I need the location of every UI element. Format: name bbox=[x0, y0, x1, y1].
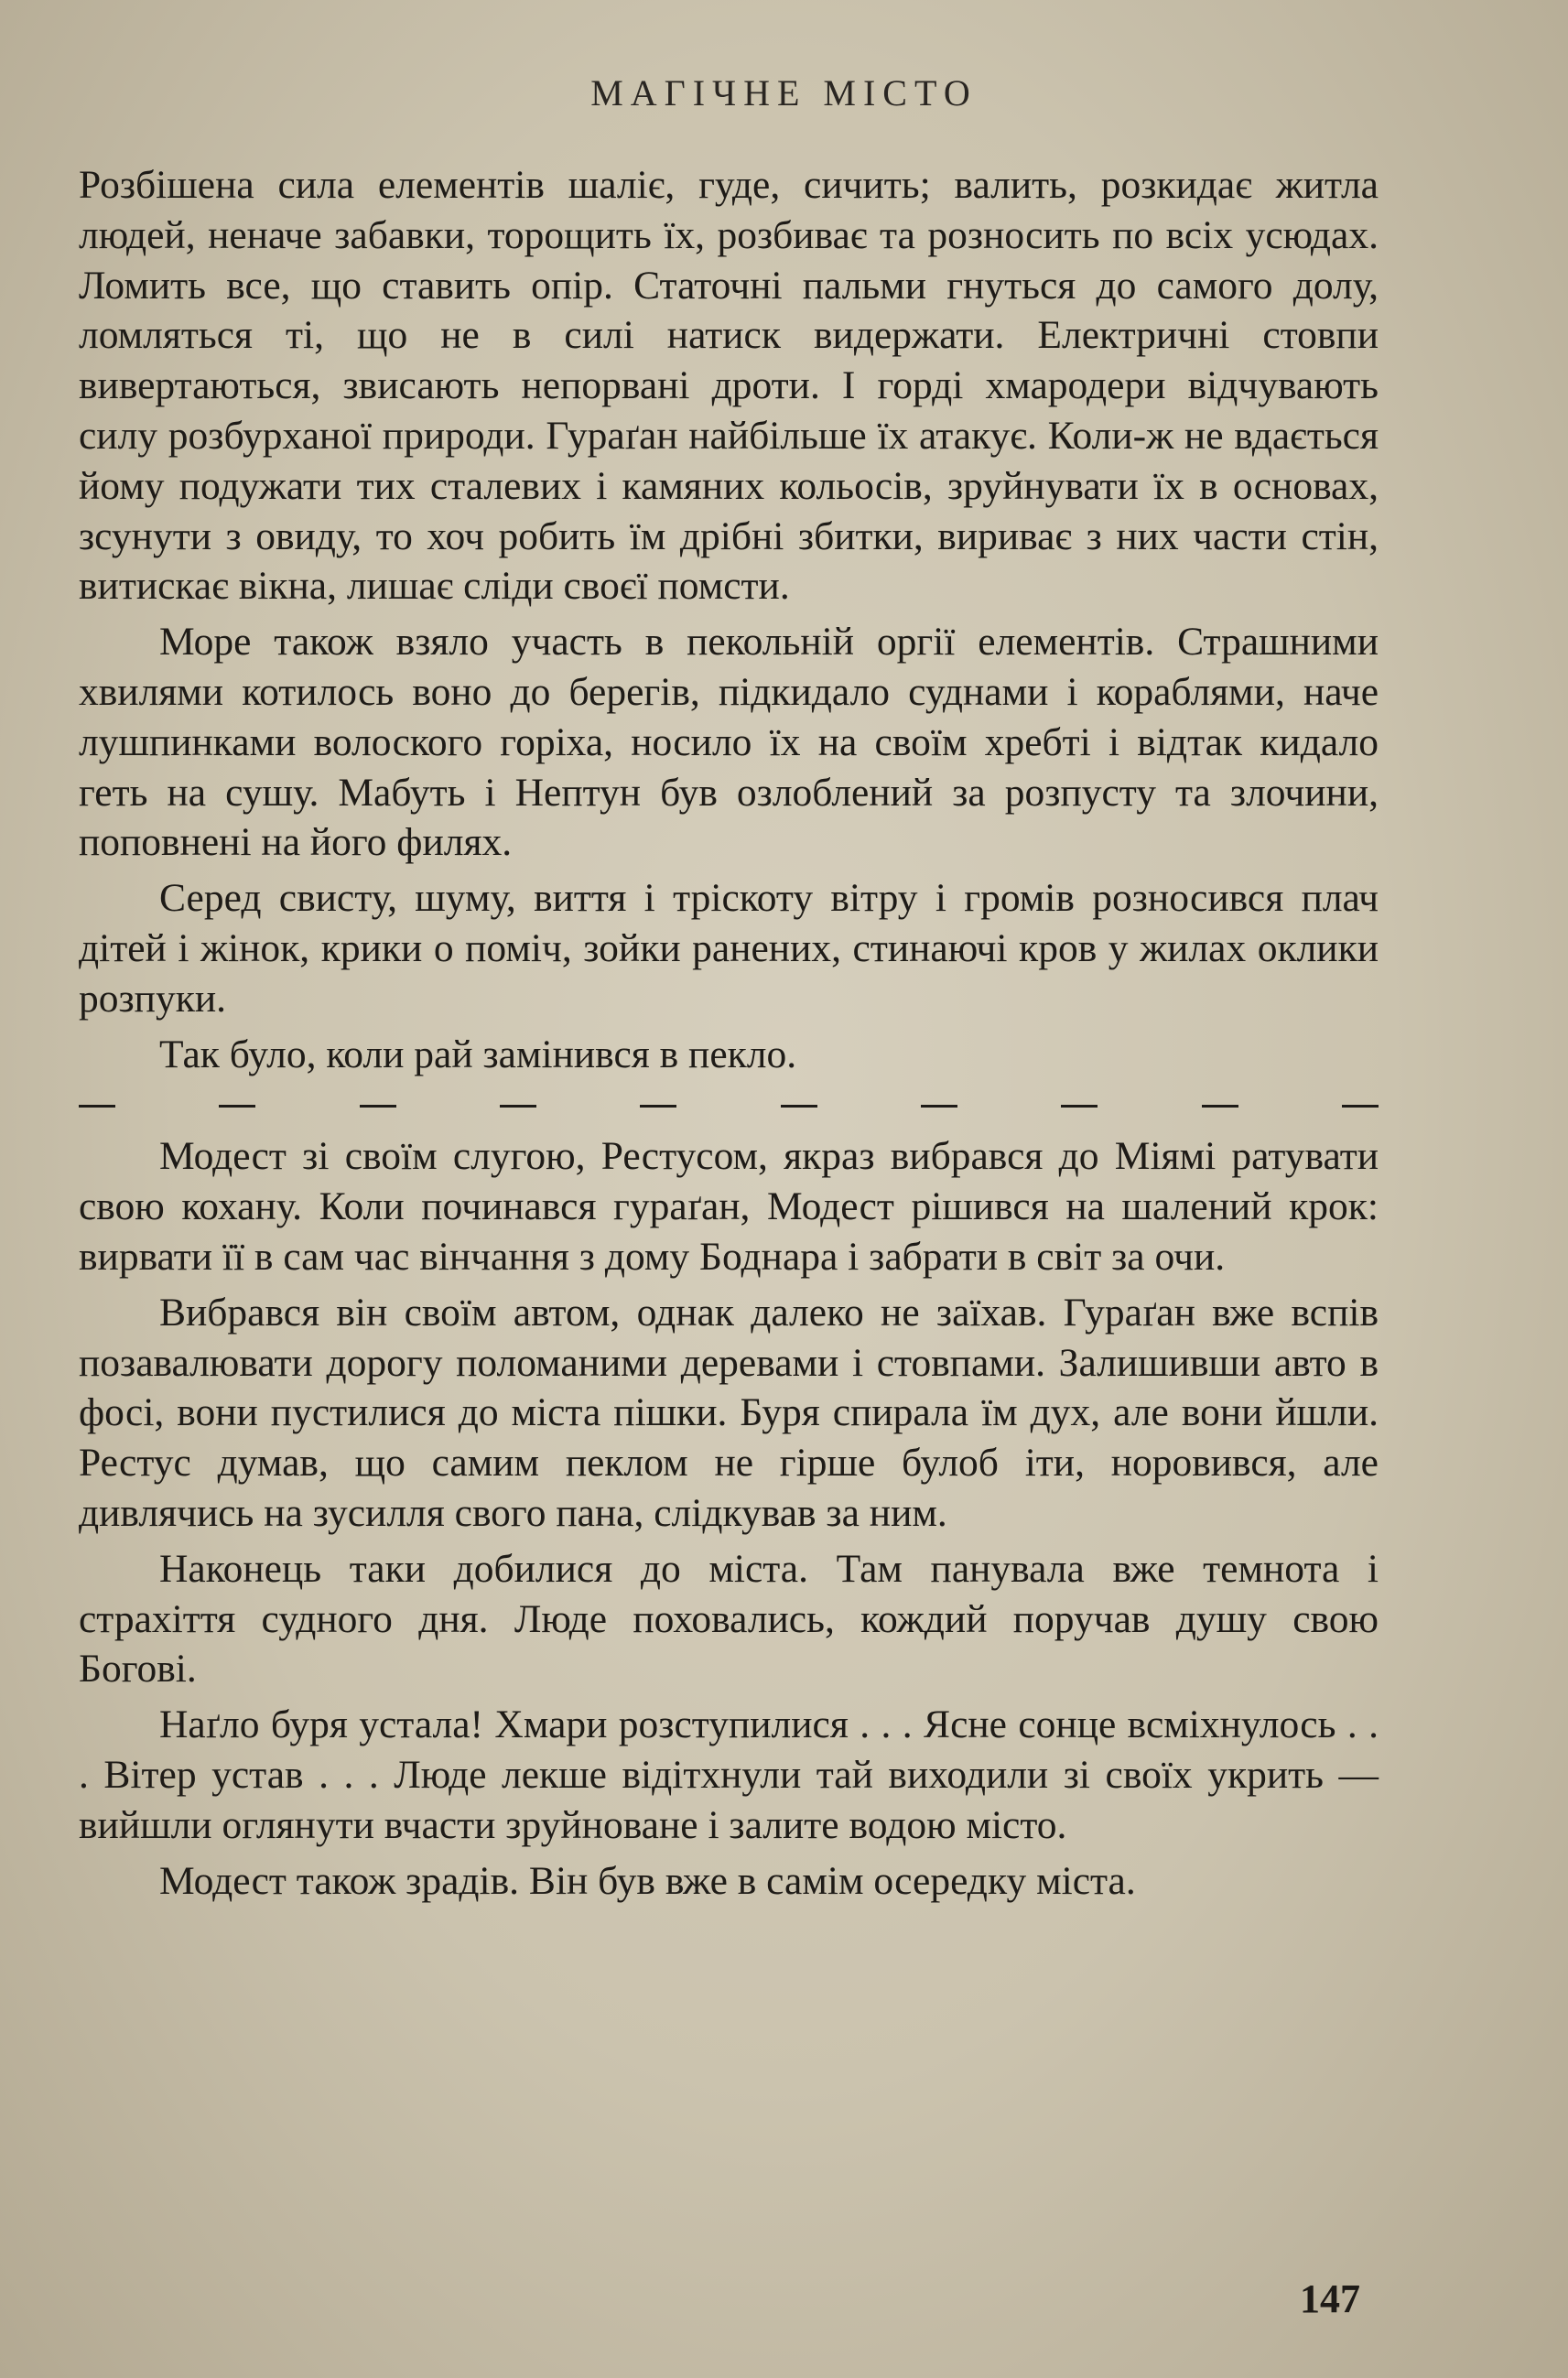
paragraph: Наґло буря устала! Хмари розступилися . . . Ясне сонце всміхнулось . . . Вітер устав . . . Люде лекше відітхнули тай виходили зі своїх укрить — вийшли оглянути вчасти зруйноване і залите водою місто. bbox=[79, 1702, 1379, 1847]
section-divider bbox=[79, 1086, 1379, 1108]
paragraph: Вибрався він своїм автом, однак далеко не заїхав. Гураґан вже вспів позавалювати дорогу поломаними деревами і стовпами. Залишивши авто в фосі, вони пустилися до міста пішки. Буря спирала їм дух, але вони йшли. Рестус думав, що самим пеклом не гірше булоб іти, норовився, але дивлячись на зусилля свого пана, слідкував за ним. bbox=[79, 1290, 1379, 1535]
paragraph: Так було, коли рай замінився в пекло. bbox=[159, 1032, 797, 1076]
paragraph: Море також взяло участь в пекольній оргії елементів. Страшними хвилями котилось воно до берегів, підкидало суднами і кораблями, наче лушпинками волоского горіха, носило їх на своїм хребті і відтак кидало геть на сушу. Мабуть і Нептун був озлоблений за розпусту та злочини, поповнені на його филях. bbox=[79, 620, 1379, 865]
body-text bbox=[79, 160, 1379, 1911]
paragraph: Модест зі своїм слугою, Рестусом, якраз вибрався до Міямі ратувати свою кохану. Коли починався гураґан, Модест рішився на шалений крок: вирвати її в сам час вінчання з дому Боднара і забрати в світ за очи. bbox=[79, 1134, 1379, 1279]
paragraph: Наконець таки добилися до міста. Там панувала вже темнота і страхіття судного дня. Люде поховались, кождий поручав душу свою Богові. bbox=[79, 1546, 1379, 1692]
running-header: МАГІЧНЕ МІСТО bbox=[590, 72, 978, 113]
paragraph: Серед свисту, шуму, виття і тріскоту вітру і громів розносився плач дітей і жінок, крики о поміч, зойки ранених, стинаючі кров у жилах оклики розпуки. bbox=[79, 876, 1379, 1021]
paragraph: Розбішена сила елементів шаліє, гуде, сичить; валить, розкидає житла людей, неначе забавки, торощить їх, розбиває та розносить по всіх усюдах. Ломить все, що ставить опір. Статочні пальми гнуться до самого долу, ломляться ті, що не в силі натиск видержати. Електричні стовпи вивертаються, звисають непорвані дроти. І горді хмародери відчувають силу розбурханої природи. Гураґан найбільше їх атакує. Коли-ж не вдається йому подужати тих сталевих і камяних кольосів, зруйнувати їх в основах, зсунути з овиду, то хоч робить їм дрібні збитки, вириває з них части стін, витискає вікна, лишає сліди своєї помсти. bbox=[79, 163, 1379, 609]
page-number: 147 bbox=[1300, 2276, 1360, 2321]
paragraph: Модест також зрадів. Він був вже в самім осередку міста. bbox=[159, 1858, 1136, 1903]
